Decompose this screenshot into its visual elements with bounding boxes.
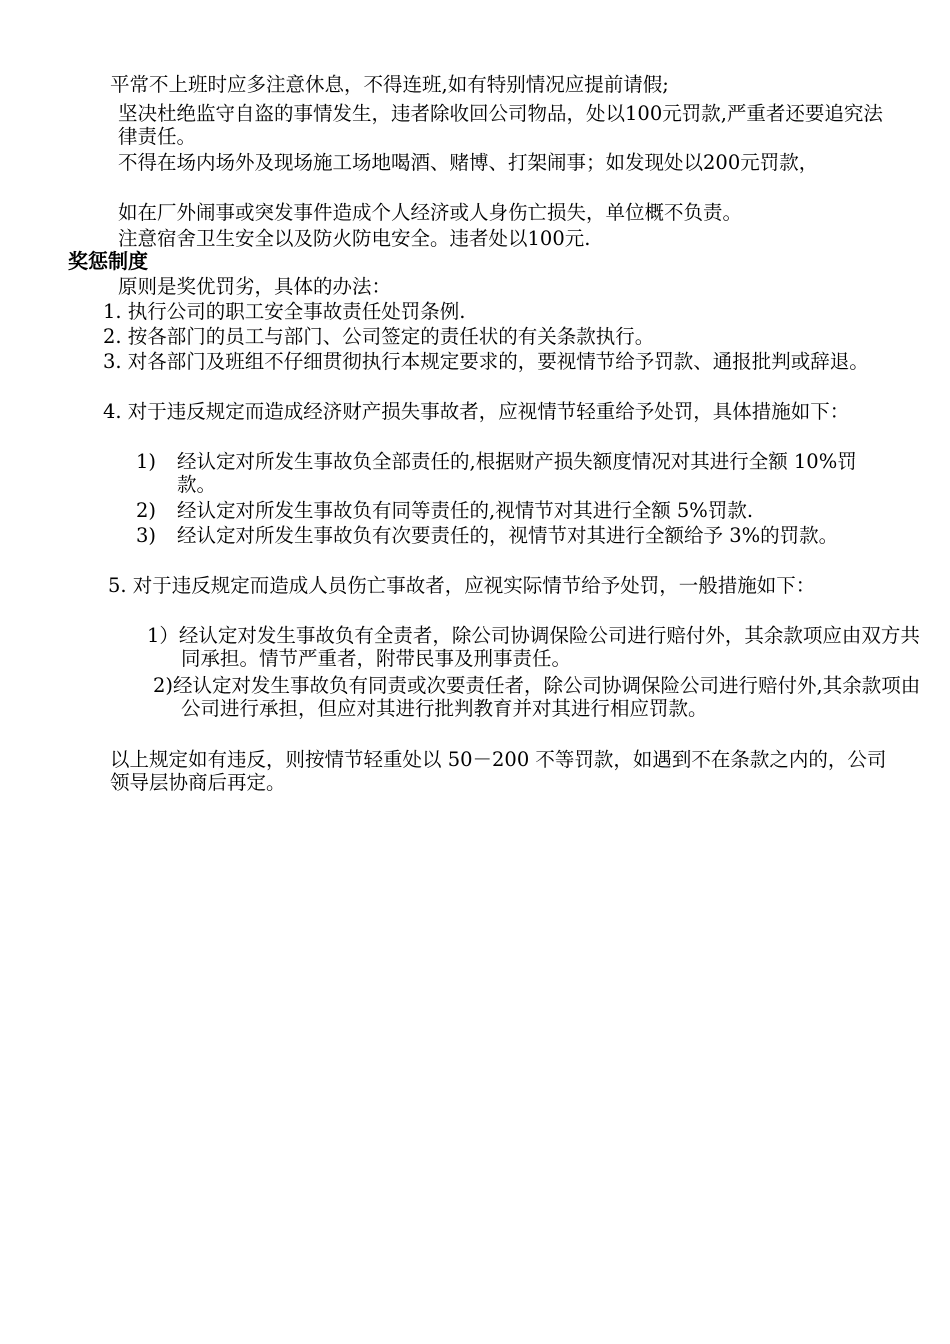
- rule-rest: 平常不上班时应多注意休息，不得连班,如有特别情况应提前请假;: [110, 73, 669, 96]
- sub-item: 经认定对所发生事故负全部责任的,根据财产损失额度情况对其进行全额 10%罚款。: [177, 450, 857, 496]
- rule-theft: 坚决杜绝监守自盗的事情发生，违者除收回公司物品，处以100元罚款,严重者还要追究法律责任。: [118, 102, 883, 148]
- rule-offsite: 如在厂外闹事或突发事件造成个人经济或人身伤亡损失，单位概不负责。: [118, 201, 743, 224]
- sub-item-number: 1): [136, 450, 157, 473]
- list-item: 1. 执行公司的职工安全事故责任处罚条例.: [103, 300, 466, 323]
- sub-item-number: 3): [136, 524, 157, 547]
- sub-item: 2)经认定对发生事故负有同责或次要责任者，除公司协调保险公司进行赔付外,其余款项由公司进行承担，但应对其进行批判教育并对其进行相应罚款。: [153, 674, 921, 720]
- rule-misconduct: 不得在场内场外及现场施工场地喝酒、赌博、打架闹事；如发现处以200元罚款，: [118, 151, 819, 174]
- list-item: 4. 对于违反规定而造成经济财产损失事故者，应视情节轻重给予处罚，具体措施如下：: [103, 400, 850, 423]
- sub-item: 经认定对所发生事故负有次要责任的，视情节对其进行全额给予 3%的罚款。: [177, 524, 839, 547]
- list-item: 5. 对于违反规定而造成人员伤亡事故者，应视实际情节给予处罚，一般措施如下：: [108, 574, 816, 597]
- sub-item: 1）经认定对发生事故负有全责者，除公司协调保险公司进行赔付外，其余款项应由双方共同承担。情节严重者，附带民事及刑事责任。: [147, 624, 920, 670]
- rule-dormitory: 注意宿舍卫生安全以及防火防电安全。违者处以100元.: [118, 227, 591, 250]
- sub-item: 经认定对所发生事故负有同等责任的,视情节对其进行全额 5%罚款.: [177, 499, 754, 522]
- section-intro: 原则是奖优罚劣，具体的办法：: [118, 275, 392, 298]
- list-item: 3. 对各部门及班组不仔细贯彻执行本规定要求的，要视情节给予罚款、通报批判或辞退。: [103, 350, 869, 373]
- sub-item-number: 2): [136, 499, 157, 522]
- closing-note: 以上规定如有违反，则按情节轻重处以 50－200 不等罚款，如遇到不在条款之内的，公司领导层协商后再定。: [110, 748, 887, 794]
- list-item: 2. 按各部门的员工与部门、公司签定的责任状的有关条款执行。: [103, 325, 655, 348]
- section-title: 奖惩制度: [68, 249, 148, 273]
